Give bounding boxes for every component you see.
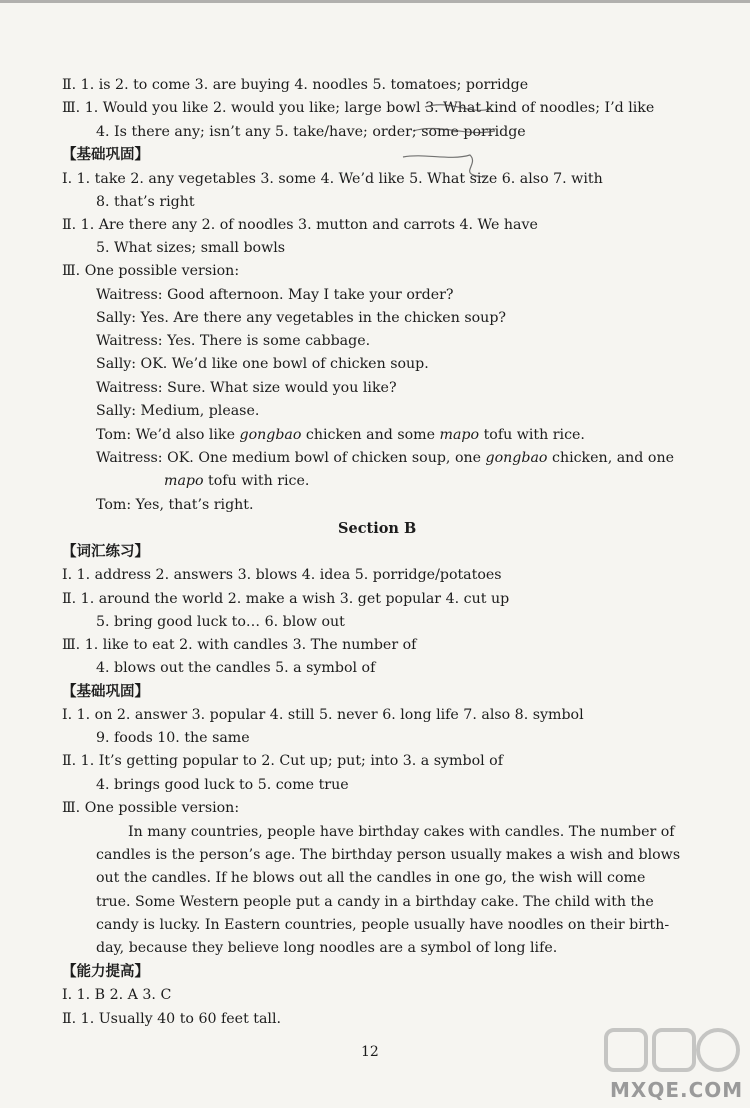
answer-line: 5. bring good luck to… 6. blow out bbox=[96, 614, 345, 630]
answer-line: 4. Is there any; isn’t any 5. take/have; order; some porridge bbox=[96, 124, 526, 140]
dialogue-line: Sally: OK. We’d like one bowl of chicken soup. bbox=[96, 356, 429, 372]
answer-line: Ⅰ. 1. B 2. A 3. C bbox=[62, 987, 172, 1003]
dialogue-line: Waitress: Yes. There is some cabbage. bbox=[96, 333, 371, 349]
dialogue-line: Waitress: Sure. What size would you like? bbox=[96, 380, 397, 396]
dialogue-line: Sally: Yes. Are there any vegetables in the chicken soup? bbox=[96, 310, 507, 326]
dialogue-line: Sally: Medium, please. bbox=[96, 403, 260, 419]
dialogue-line: mapo tofu with rice. bbox=[164, 473, 310, 489]
answer-line: 5. What sizes; small bowls bbox=[96, 240, 286, 256]
answer-line: Ⅱ. 1. Are there any 2. of noodles 3. mutton and carrots 4. We have bbox=[62, 217, 538, 233]
top-border bbox=[0, 0, 750, 3]
answer-line: Ⅰ. 1. address 2. answers 3. blows 4. idea 5. porridge/potatoes bbox=[62, 567, 502, 583]
answer-line: Ⅲ. One possible version: bbox=[62, 800, 240, 816]
dialogue-line: Waitress: Good afternoon. May I take your order? bbox=[96, 287, 454, 303]
heading-improvement: 【能力提高】 bbox=[62, 964, 149, 980]
answer-line: Ⅱ. 1. Usually 40 to 60 feet tall. bbox=[62, 1011, 282, 1027]
answer-line: Ⅱ. 1. around the world 2. make a wish 3. get popular 4. cut up bbox=[62, 591, 510, 607]
answer-line: 4. blows out the candles 5. a symbol of bbox=[96, 660, 376, 676]
answer-line: Ⅰ. 1. take 2. any vegetables 3. some 4. We’d like 5. What size 6. also 7. with bbox=[62, 171, 603, 187]
answer-line: 4. brings good luck to 5. come true bbox=[96, 777, 349, 793]
paragraph-line: true. Some Western people put a candy in a birthday cake. The child with the bbox=[96, 894, 654, 910]
pencil-scribble bbox=[395, 95, 535, 190]
answer-line: Ⅲ. One possible version: bbox=[62, 263, 240, 279]
heading-consolidation: 【基础巩固】 bbox=[62, 684, 149, 700]
heading-vocabulary: 【词汇练习】 bbox=[62, 544, 149, 560]
answer-line: Ⅲ. 1. like to eat 2. with candles 3. The number of bbox=[62, 637, 417, 653]
answer-line: 8. that’s right bbox=[96, 194, 195, 210]
section-title: Section B bbox=[338, 520, 417, 537]
watermark-text: MXQE.COM bbox=[610, 1078, 744, 1102]
paragraph-line: candles is the person’s age. The birthday person usually makes a wish and blows bbox=[96, 847, 681, 863]
answer-line: Ⅱ. 1. It’s getting popular to 2. Cut up; put; into 3. a symbol of bbox=[62, 753, 503, 769]
dialogue-line: Waitress: OK. One medium bowl of chicken soup, one gongbao chicken, and one bbox=[96, 450, 674, 466]
dialogue-line: Tom: We’d also like gongbao chicken and some mapo tofu with rice. bbox=[96, 427, 585, 443]
dialogue-line: Tom: Yes, that’s right. bbox=[96, 497, 254, 513]
answer-line: Ⅱ. 1. is 2. to come 3. are buying 4. noodles 5. tomatoes; porridge bbox=[62, 77, 529, 93]
paragraph-line: out the candles. If he blows out all the candles in one go, the wish will come bbox=[96, 870, 646, 886]
paragraph-line: In many countries, people have birthday cakes with candles. The number of bbox=[128, 824, 675, 840]
answer-line: Ⅰ. 1. on 2. answer 3. popular 4. still 5. never 6. long life 7. also 8. symbol bbox=[62, 707, 584, 723]
answer-line: Ⅲ. 1. Would you like 2. would you like; large bowl 3. What kind of noodles; I’d like bbox=[62, 100, 655, 116]
answer-line: 9. foods 10. the same bbox=[96, 730, 250, 746]
paragraph-line: day, because they believe long noodles are a symbol of long life. bbox=[96, 940, 558, 956]
page-number: 12 bbox=[361, 1044, 379, 1060]
paragraph-line: candy is lucky. In Eastern countries, people usually have noodles on their birth- bbox=[96, 917, 670, 933]
heading-consolidation: 【基础巩固】 bbox=[62, 147, 149, 163]
